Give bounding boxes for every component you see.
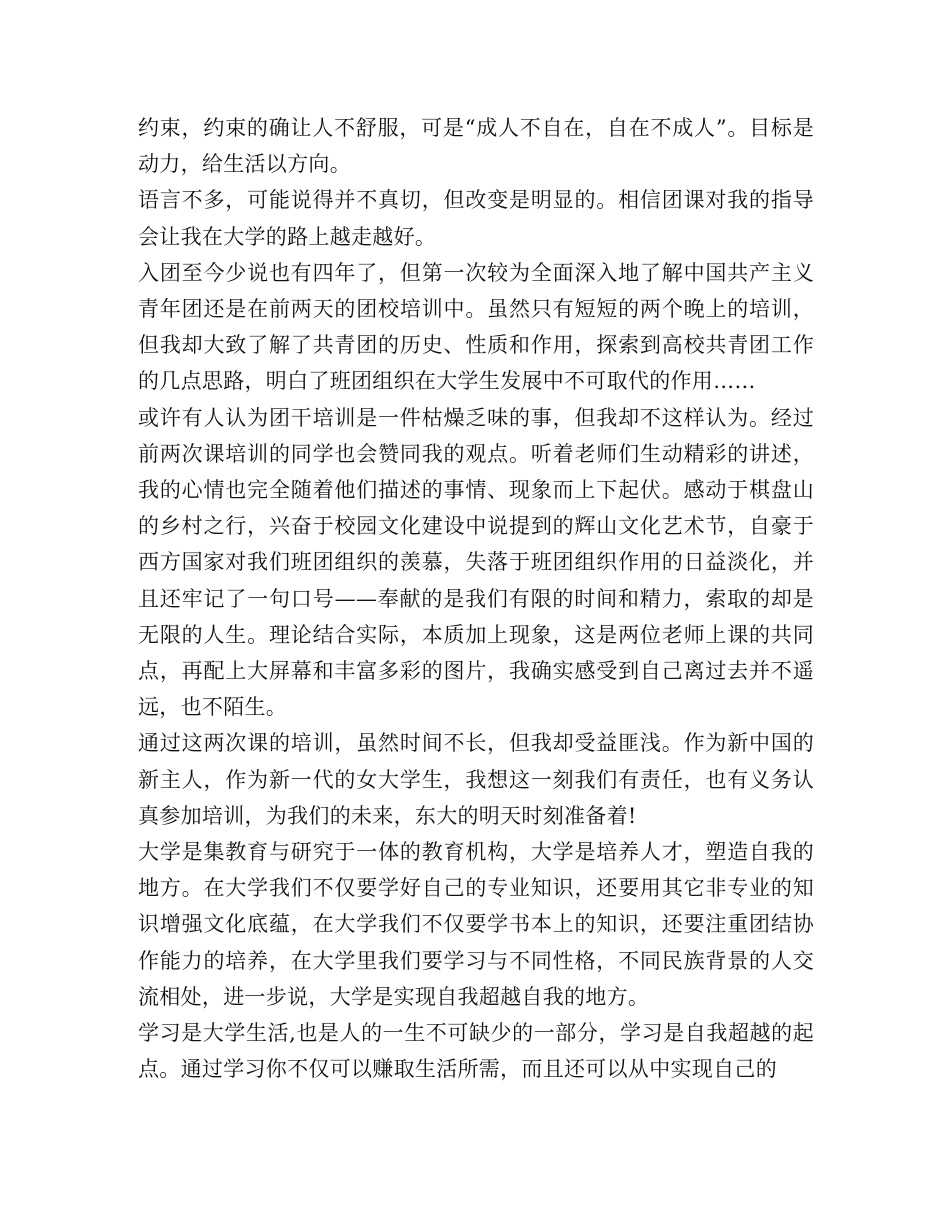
paragraph-3: 入团至今少说也有四年了，但第一次较为全面深入地了解中国共产主义青年团还是在前两天的团校培训中。虽然只有短短的两个晚上的培训，但我却大致了解了共青团的历史、性质和作用，探索到高校共青团工作的几点思路，明白了班团组织在大学生发展中不可取代的作用…… <box>138 260 814 394</box>
paragraph-6: 大学是集教育与研究于一体的教育机构，大学是培养人才，塑造自我的地方。在大学我们不仅要学好自己的专业知识，还要用其它非专业的知识增强文化底蕴，在大学我们不仅要学书本上的知识，还要注重团结协作能力的培养，在大学里我们要学习与不同性格，不同民族背景的人交流相处，进一步说，大学是实现自我超越自我的地方。 <box>138 840 814 1009</box>
paragraph-1: 约束，约束的确让人不舒服，可是“成人不自在，自在不成人”。目标是动力，给生活以方向。 <box>138 116 814 177</box>
document-body <box>138 110 814 1087</box>
paragraph-5: 通过这两次课的培训，虽然时间不长，但我却受益匪浅。作为新中国的新主人，作为新一代的女大学生，我想这一刻我们有责任，也有义务认真参加培训，为我们的未来，东大的明天时刻准备着! <box>138 731 814 828</box>
paragraph-4: 或许有人认为团干培训是一件枯燥乏味的事，但我却不这样认为。经过前两次课培训的同学也会赞同我的观点。听着老师们生动精彩的讲述，我的心情也完全随着他们描述的事情、现象而上下起伏。感动于棋盘山的乡村之行，兴奋于校园文化建设中说提到的辉山文化艺术节，自豪于西方国家对我们班团组织的羡慕，失落于班团组织作用的日益淡化，并且还牢记了一句口号——奉献的是我们有限的时间和精力，索取的却是无限的人生。理论结合实际，本质加上现象，这是两位老师上课的共同点，再配上大屏幕和丰富多彩的图片，我确实感受到自己离过去并不遥远，也不陌生。 <box>138 405 814 720</box>
paragraph-2: 语言不多，可能说得并不真切，但改变是明显的。相信团课对我的指导会让我在大学的路上越走越好。 <box>138 188 814 249</box>
paragraph-7: 学习是大学生活,也是人的一生不可缺少的一部分，学习是自我超越的起点。通过学习你不仅可以赚取生活所需，而且还可以从中实现自己的 <box>138 1021 814 1082</box>
